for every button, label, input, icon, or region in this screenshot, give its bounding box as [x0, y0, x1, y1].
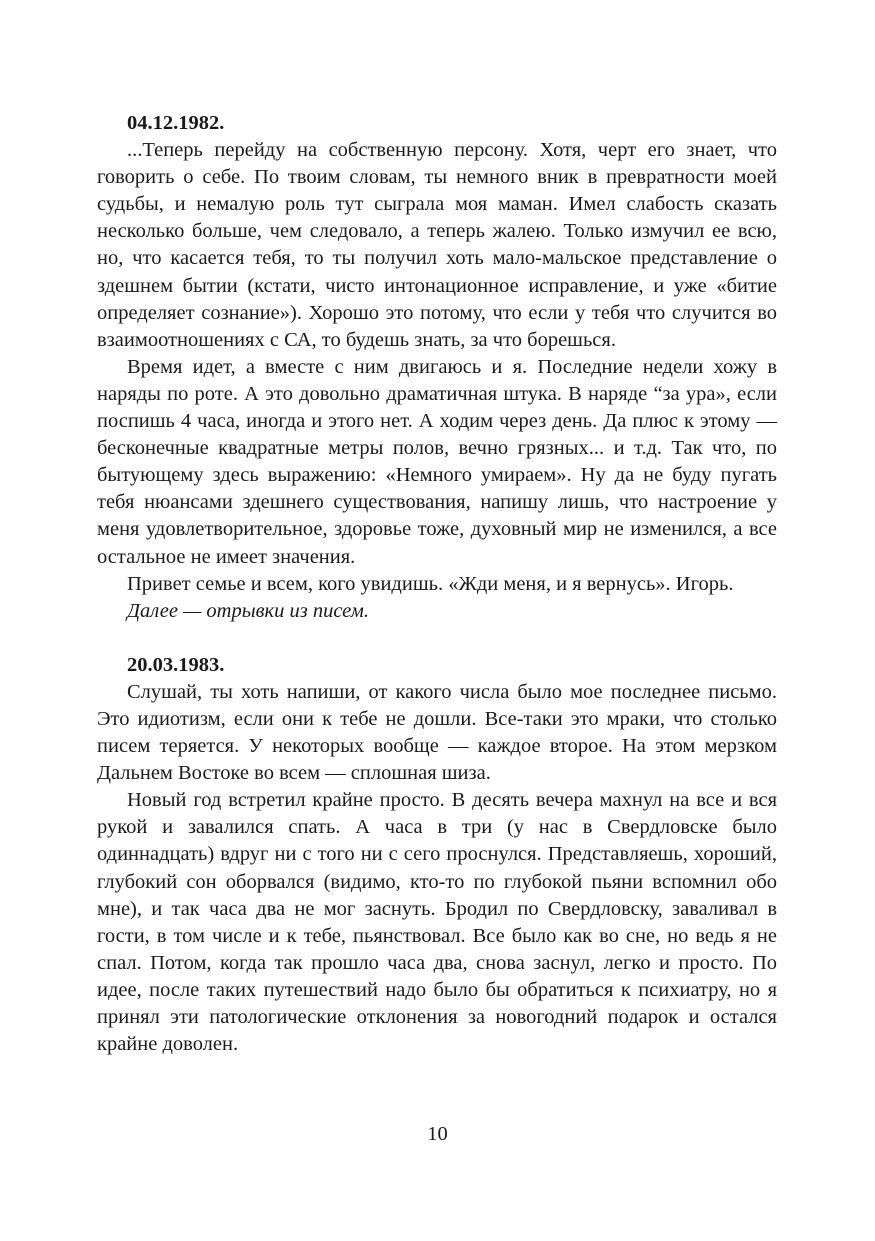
letter-1982-12-04 — [97, 110, 777, 625]
paragraph: ...Теперь перейду на собственную персону. Хотя, черт его знает, что говорить о себе. По твоим словам, ты немного вник в превратности моей судьбы, и немалую роль тут сыграла моя маман. Имел слабость сказать несколько больше, чем следовало, а теперь жалею. Только измучил ее всю, но, что касается тебя, то ты получил хоть мало-мальское представление о здешнем бытии (кстати, чисто интонационное исправление, и уже «битие определяет сознание»). Хорошо это потому, что если у тебя что случится во взаимоотношениях с СА, то будешь знать, за что борешься. — [97, 139, 777, 351]
letter-date: 04.12.1982. — [127, 112, 225, 134]
section-spacer — [97, 625, 777, 652]
document-page — [97, 110, 777, 1058]
editorial-note: Далее — отрывки из писем. — [127, 599, 369, 622]
page-number: 10 — [427, 1123, 448, 1145]
paragraph: Слушай, ты хоть напиши, от какого числа было мое последнее письмо. Это идиотизм, если они к тебе не дошли. Все-таки это мраки, что столько писем теряется. У некоторых вообще — каждое второе. На этом мерзком Дальнем Востоке во всем — сплошная шиза. — [97, 680, 777, 785]
letter-date: 20.03.1983. — [127, 653, 225, 676]
letter-1983-03-20 — [97, 652, 777, 1058]
paragraph: Время идет, а вместе с ним двигаюсь и я. Последние недели хожу в наряды по роте. А это довольно драматичная штука. В наряде “за ура», если поспишь 4 часа, иногда и этого нет. А ходим через день. Да плюс к этому — бесконечные квадратные метры полов, вечно грязных... и т.д. Так что, по бытующему здесь выражению: «Немного умираем». Ну да не буду пугать тебя нюансами здешнего существования, напишу лишь, что настроение у меня удовлетворительное, здоровье тоже, духовный мир не изменился, а все остальное не имеет значения. — [97, 355, 777, 568]
paragraph: Привет семье и всем, кого увидишь. «Жди меня, и я вернусь». Игорь. — [127, 572, 734, 595]
paragraph: Новый год встретил крайне просто. В десять вечера махнул на все и вся рукой и завалился спать. А часа в три (у нас в Свердловске было одиннадцать) вдруг ни с того ни с сего проснулся. Представляешь, хороший, глубокий сон оборвался (видимо, кто-то по глубокой пьяни вспомнил обо мне), и так часа два не мог заснуть. Бродил по Свердловску, заваливал в гости, в том числе и к тебе, пьянствовал. Все было как во сне, но ведь я не спал. Потом, когда так прошло часа два, снова заснул, легко и просто. По идее, после таких путешествий надо было бы обратиться к психиатру, но я принял эти патологические отклонения за новогодний подарок и остался крайне доволен. — [97, 789, 777, 1056]
